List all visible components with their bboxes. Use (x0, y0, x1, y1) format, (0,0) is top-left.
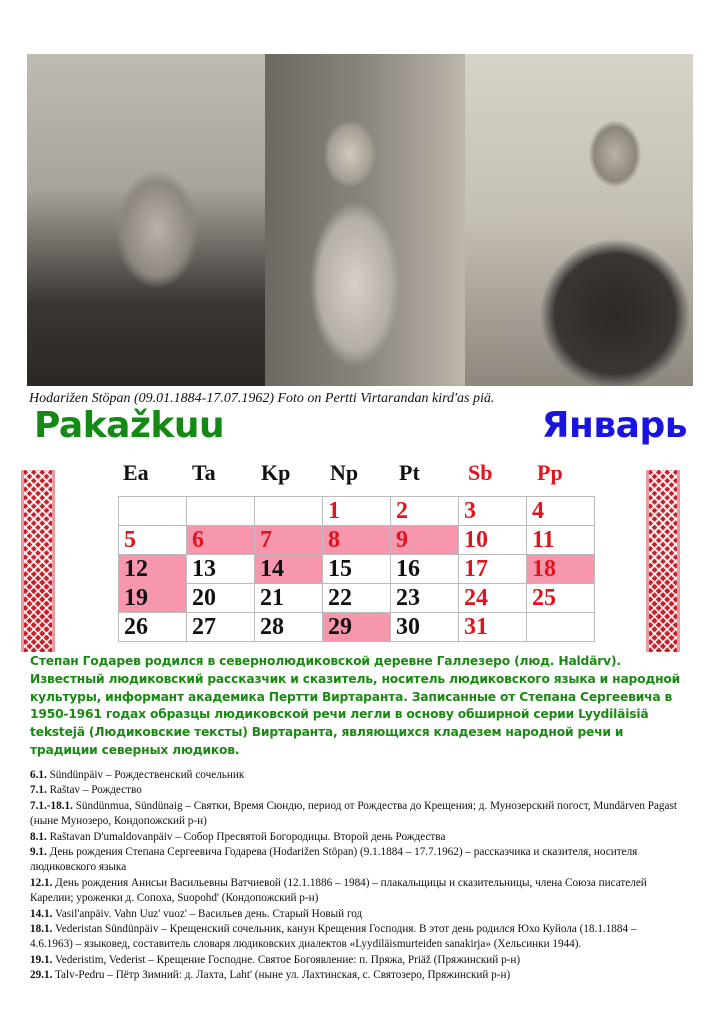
calendar-day: 27 (187, 613, 255, 642)
weekday-label: Ta (192, 460, 216, 485)
calendar-day: 26 (119, 613, 187, 642)
holiday-note (30, 968, 680, 983)
holiday-note (30, 907, 680, 922)
note-text: Raštav – Рождество (46, 784, 142, 797)
calendar-day: 23 (391, 584, 459, 613)
calendar-day: 29 (323, 613, 391, 642)
ornament-right (646, 470, 680, 652)
calendar-day: 21 (255, 584, 323, 613)
note-text: Talv-Pedru – Пётр Зимний: д. Лахта, Laht' (ныне ул. Лахтинская, с. Святозеро, Пряжинский р-н) (52, 969, 511, 982)
calendar-day: 3 (459, 497, 527, 526)
holiday-note (30, 783, 680, 798)
note-date: 14.1. (30, 907, 53, 920)
holiday-notes (30, 768, 680, 984)
ornament-left (21, 470, 55, 652)
note-date: 9.1. (30, 846, 47, 859)
note-date: 6.1. (30, 769, 47, 781)
note-text: Vederistan Sündünpäiv – Крещенский сочельник, канун Крещения Господня. В этот день родился Юхо Куйола (18.1.1884 – 4.6.1963) – языковед, составитель словаря людиковских диалектов «Lyydiläismurteiden sanakirja» (Хельсинки 1944). (30, 923, 637, 951)
photo-collage (27, 54, 693, 386)
portrait-photo (27, 54, 265, 386)
calendar-empty-cell (255, 497, 323, 526)
note-date: 8.1. (30, 830, 47, 843)
photo-caption: Hodarižen Stöpan (09.01.1884-17.07.1962) Foto on Pertti Virtarandan kird'as piä. (29, 391, 495, 406)
note-date: 18.1. (30, 923, 53, 936)
storyteller-photo (465, 54, 693, 386)
note-text: Vederistim, Vederist – Крещение Господне. Святое Богоявление: п. Пряжа, Priäž (Пряжинский р-н) (52, 953, 521, 966)
calendar-day: 1 (323, 497, 391, 526)
calendar-empty-cell (527, 613, 595, 642)
calendar-empty-cell (119, 497, 187, 526)
weekday-header (118, 460, 602, 486)
holiday-note (30, 830, 680, 845)
note-text: Vasil'anpäiv. Vahn Uuz' vuoz' – Васильев день. Старый Новый год (52, 907, 363, 920)
calendar-week (119, 555, 595, 584)
note-date: 7.1. (30, 784, 47, 797)
calendar-day: 4 (527, 497, 595, 526)
biography-text: Степан Годарев родился в севернолюдиковской деревне Галлезеро (люд. Haldärv). Известный людиковский рассказчик и сказитель, носитель людиковского языка и народной культуры, информант академика Пертти Виртаранта. Записанные от Степана Сергеевича в 1950-1961 годах образцы людиковской речи легли в основу обширной серии Lyydiläisiä tekstejä (Людиковские тексты) Виртаранта, являющихся кладезем народной речи и традиции северных людиков. (30, 654, 681, 757)
note-text: Sündünpäiv – Рождественский сочельник (46, 769, 245, 781)
calendar-day: 5 (119, 526, 187, 555)
calendar-day: 17 (459, 555, 527, 584)
calendar-day: 19 (119, 584, 187, 613)
holiday-note (30, 922, 680, 953)
note-date: 7.1.-18.1. (30, 799, 73, 812)
note-date: 12.1. (30, 876, 53, 889)
calendar-day: 22 (323, 584, 391, 613)
holiday-note (30, 768, 680, 783)
holiday-note (30, 845, 680, 876)
calendar-empty-cell (187, 497, 255, 526)
calendar-day: 15 (323, 555, 391, 584)
calendar-day: 20 (187, 584, 255, 613)
weekday-label: Pt (399, 460, 420, 485)
calendar-day: 13 (187, 555, 255, 584)
calendar-grid (118, 496, 595, 642)
note-text: День рождения Анисьи Васильевны Ватчиевой (12.1.1886 – 1984) – плакальщицы и сказительницы, члена Союза писателей Карелии; уроженки д. Сопоха, Suopohd' (Кондопожский р-н) (30, 876, 647, 905)
calendar-day: 10 (459, 526, 527, 555)
calendar-week (119, 613, 595, 642)
weekday-label: Kp (261, 460, 291, 485)
calendar-day: 24 (459, 584, 527, 613)
weekday-label: Sb (468, 460, 493, 485)
calendar-day: 12 (119, 555, 187, 584)
weekday-label: Ea (123, 460, 149, 485)
note-text: День рождения Степана Сергеевича Годарева (Hodarižen Stöpan) (9.1.1884 – 17.7.1962) – рассказчика и сказителя, носителя людиковского языка (30, 846, 638, 874)
calendar-day: 6 (187, 526, 255, 555)
calendar-day: 14 (255, 555, 323, 584)
holiday-note (30, 799, 680, 830)
holiday-note (30, 876, 680, 907)
calendar-day: 8 (323, 526, 391, 555)
weekday-label: Np (330, 460, 359, 485)
calendar-day: 18 (527, 555, 595, 584)
calendar-day: 31 (459, 613, 527, 642)
calendar-day: 11 (527, 526, 595, 555)
calendar-week (119, 497, 595, 526)
calendar-day: 16 (391, 555, 459, 584)
note-text: Raštavan D'umaldovanpäiv – Собор Пресвятой Богородицы. Второй день Рождества (46, 830, 446, 843)
interviewer-photo (265, 54, 465, 386)
note-text: Sündünmua, Sündünaig – Святки, Время Сюндю, период от Рождества до Крещения; д. Мунозерский погост, Mundärven Pagast (ныне Мунозеро, Кондопожский р-н) (30, 799, 677, 828)
calendar-day: 25 (527, 584, 595, 613)
note-date: 29.1. (30, 969, 53, 982)
calendar-day: 7 (255, 526, 323, 555)
month-title-ludian: Pakažkuu (34, 405, 225, 446)
calendar-day: 28 (255, 613, 323, 642)
calendar-week (119, 526, 595, 555)
calendar-day: 2 (391, 497, 459, 526)
calendar-day: 9 (391, 526, 459, 555)
month-title-russian: Январь (541, 405, 687, 446)
holiday-note (30, 953, 680, 968)
weekday-label: Pp (537, 460, 563, 485)
note-date: 19.1. (30, 953, 53, 966)
calendar-day: 30 (391, 613, 459, 642)
calendar-week (119, 584, 595, 613)
